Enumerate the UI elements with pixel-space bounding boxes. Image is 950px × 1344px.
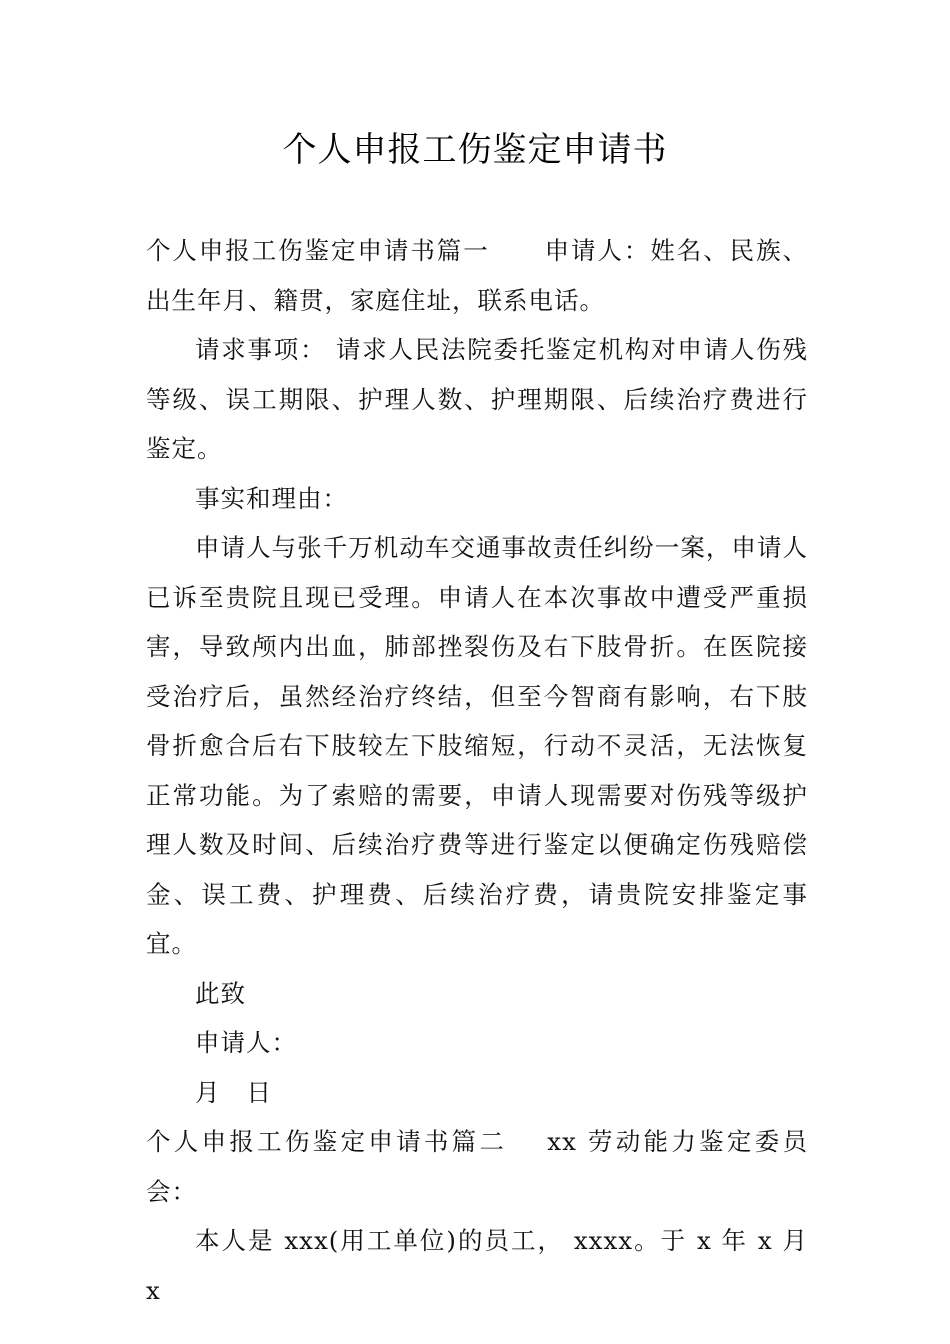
section-heading-part-two: 个人申报工伤鉴定申请书篇二 [146, 1127, 508, 1156]
paragraph-date [146, 1068, 808, 1118]
document-title: 个人申报工伤鉴定申请书 [282, 130, 668, 170]
date-month-label: 月 [195, 1077, 221, 1107]
paragraph-request: 请求事项： 请求人民法院委托鉴定机构对申请人伤残等级、误工期限、护理人数、护理期限、后续治疗费进行鉴定。 [146, 335, 808, 463]
paragraph-applicant-info [146, 226, 808, 325]
date-day-label: 日 [246, 1077, 272, 1107]
paragraph-employee-statement: 本人是 xxx(用工单位)的员工， xxxx。于 x 年 x 月 x [146, 1226, 808, 1305]
paragraph-part-two-heading [146, 1117, 808, 1216]
applicant-info-text: 申请人：姓名、民族、出生年月、籍贯，家庭住址，联系电话。 [146, 236, 809, 315]
paragraph-signature: 申请人： [195, 1028, 297, 1057]
document-body [146, 226, 808, 1315]
paragraph-salutation: 此致 [195, 978, 246, 1008]
recipient-committee: xx 劳动能力鉴定委员会： [146, 1127, 809, 1206]
paragraph-facts-heading: 事实和理由： [195, 483, 348, 513]
section-heading-part-one: 个人申报工伤鉴定申请书篇一 [146, 236, 490, 265]
paragraph-facts: 申请人与张千万机动车交通事故责任纠纷一案，申请人已诉至贵院且现已受理。申请人在本次事故中遭受严重损害，导致颅内出血，肺部挫裂伤及右下肢骨折。在医院接受治疗后，虽然经治疗终结，但至今智商有影响，右下肢骨折愈合后右下肢较左下肢缩短，行动不灵活，无法恢复正常功能。为了索赔的需要，申请人现需要对伤残等级护理人数及时间、后续治疗费等进行鉴定以便确定伤残赔偿金、误工费、护理费、后续治疗费，请贵院安排鉴定事宜。 [146, 533, 808, 958]
